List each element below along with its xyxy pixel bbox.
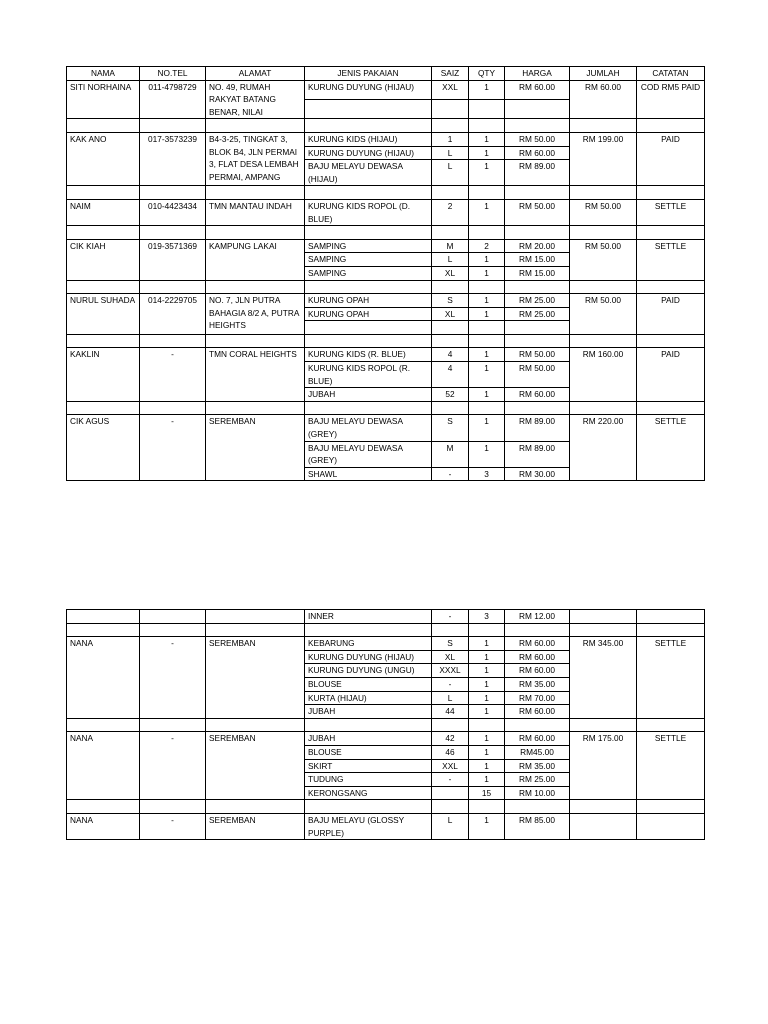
jenis-pakaian-cell: KURUNG DUYUNG (HIJAU) <box>305 80 432 99</box>
harga-cell: RM 60.00 <box>505 388 570 402</box>
catatan-cell <box>637 610 705 624</box>
table-row <box>67 239 705 253</box>
saiz-cell: 2 <box>432 199 469 225</box>
empty-cell <box>505 226 570 240</box>
table-row <box>67 415 705 441</box>
qty-cell: 1 <box>469 307 505 321</box>
tel-cell: 014-2229705 <box>140 294 206 335</box>
catatan-cell: SETTLE <box>637 415 705 481</box>
qty-cell: 1 <box>469 705 505 719</box>
empty-cell <box>637 280 705 294</box>
empty-cell <box>305 334 432 348</box>
empty-cell <box>140 280 206 294</box>
empty-cell <box>305 401 432 415</box>
jenis-pakaian-cell: INNER <box>305 610 432 624</box>
empty-cell <box>469 623 505 637</box>
harga-cell: RM 89.00 <box>505 160 570 186</box>
nama-cell: KAKLIN <box>67 348 140 401</box>
empty-cell <box>637 119 705 133</box>
empty-cell <box>505 718 570 732</box>
catatan-cell: PAID <box>637 294 705 335</box>
qty-cell: 1 <box>469 650 505 664</box>
tel-cell <box>140 610 206 624</box>
empty-cell <box>505 623 570 637</box>
qty-cell: 1 <box>469 677 505 691</box>
empty-cell <box>305 718 432 732</box>
harga-cell: RM 20.00 <box>505 239 570 253</box>
column-header: QTY <box>469 67 505 81</box>
saiz-cell: 52 <box>432 388 469 402</box>
catatan-cell: PAID <box>637 348 705 401</box>
saiz-cell: S <box>432 415 469 441</box>
alamat-cell: KAMPUNG LAKAI <box>206 239 305 280</box>
tel-cell: 019-3571369 <box>140 239 206 280</box>
saiz-cell: 4 <box>432 348 469 362</box>
spacer-row <box>67 226 705 240</box>
qty-cell: 1 <box>469 759 505 773</box>
saiz-cell <box>432 321 469 335</box>
jenis-pakaian-cell: BLOUSE <box>305 745 432 759</box>
nama-cell: NAIM <box>67 199 140 225</box>
jenis-pakaian-cell <box>305 99 432 118</box>
empty-cell <box>140 623 206 637</box>
saiz-cell: - <box>432 773 469 787</box>
alamat-cell: SEREMBAN <box>206 813 305 839</box>
spacer-row <box>67 623 705 637</box>
qty-cell: 1 <box>469 294 505 308</box>
empty-cell <box>570 800 637 814</box>
empty-cell <box>637 401 705 415</box>
qty-cell: 1 <box>469 266 505 280</box>
empty-cell <box>505 280 570 294</box>
qty-cell: 1 <box>469 441 505 467</box>
jenis-pakaian-cell: BAJU MELAYU DEWASA (HIJAU) <box>305 160 432 186</box>
nama-cell: NANA <box>67 813 140 839</box>
jenis-pakaian-cell <box>305 321 432 335</box>
empty-cell <box>305 226 432 240</box>
empty-cell <box>570 334 637 348</box>
harga-cell: RM 35.00 <box>505 677 570 691</box>
alamat-cell: TMN MANTAU INDAH <box>206 199 305 225</box>
empty-cell <box>305 623 432 637</box>
saiz-cell: S <box>432 294 469 308</box>
nama-cell: CIK AGUS <box>67 415 140 481</box>
empty-cell <box>505 186 570 200</box>
empty-cell <box>67 226 140 240</box>
harga-cell: RM 60.00 <box>505 732 570 746</box>
saiz-cell: M <box>432 441 469 467</box>
catatan-cell: PAID <box>637 132 705 185</box>
empty-cell <box>432 186 469 200</box>
jenis-pakaian-cell: KURUNG KIDS (R. BLUE) <box>305 348 432 362</box>
tel-cell: 017-3573239 <box>140 132 206 185</box>
table-row <box>67 80 705 99</box>
harga-cell: RM 25.00 <box>505 307 570 321</box>
harga-cell: RM 30.00 <box>505 467 570 481</box>
harga-cell: RM 15.00 <box>505 253 570 267</box>
jenis-pakaian-cell: JUBAH <box>305 705 432 719</box>
tel-cell: - <box>140 637 206 719</box>
empty-cell <box>469 226 505 240</box>
empty-cell <box>206 800 305 814</box>
jenis-pakaian-cell: KURUNG DUYUNG (HIJAU) <box>305 650 432 664</box>
qty-cell: 2 <box>469 239 505 253</box>
qty-cell: 1 <box>469 253 505 267</box>
saiz-cell: S <box>432 637 469 651</box>
jumlah-cell: RM 220.00 <box>570 415 637 481</box>
harga-cell: RM 25.00 <box>505 294 570 308</box>
qty-cell: 1 <box>469 664 505 678</box>
harga-cell: RM 35.00 <box>505 759 570 773</box>
qty-cell: 3 <box>469 467 505 481</box>
empty-cell <box>505 401 570 415</box>
empty-cell <box>206 718 305 732</box>
harga-cell: RM 60.00 <box>505 146 570 160</box>
nama-cell <box>67 610 140 624</box>
empty-cell <box>140 186 206 200</box>
empty-cell <box>305 280 432 294</box>
empty-cell <box>637 226 705 240</box>
spacer-row <box>67 334 705 348</box>
empty-cell <box>469 280 505 294</box>
jenis-pakaian-cell: KEBARUNG <box>305 637 432 651</box>
empty-cell <box>140 226 206 240</box>
tel-cell: 011-4798729 <box>140 80 206 119</box>
empty-cell <box>469 718 505 732</box>
empty-cell <box>469 401 505 415</box>
empty-cell <box>67 623 140 637</box>
empty-cell <box>432 718 469 732</box>
spacer-row <box>67 119 705 133</box>
harga-cell: RM 60.00 <box>505 80 570 99</box>
empty-cell <box>570 119 637 133</box>
spacer-row <box>67 718 705 732</box>
table-row <box>67 348 705 362</box>
empty-cell <box>305 186 432 200</box>
harga-cell <box>505 99 570 118</box>
empty-cell <box>67 186 140 200</box>
empty-cell <box>432 119 469 133</box>
alamat-cell: SEREMBAN <box>206 415 305 481</box>
saiz-cell: XXXL <box>432 664 469 678</box>
saiz-cell: 4 <box>432 362 469 388</box>
qty-cell: 1 <box>469 362 505 388</box>
column-header: CATATAN <box>637 67 705 81</box>
saiz-cell: 46 <box>432 745 469 759</box>
qty-cell: 1 <box>469 773 505 787</box>
qty-cell: 1 <box>469 415 505 441</box>
jumlah-cell <box>570 610 637 624</box>
empty-cell <box>570 718 637 732</box>
empty-cell <box>140 401 206 415</box>
empty-cell <box>206 280 305 294</box>
qty-cell: 1 <box>469 199 505 225</box>
jenis-pakaian-cell: KURUNG OPAH <box>305 294 432 308</box>
empty-cell <box>67 718 140 732</box>
jumlah-cell: RM 175.00 <box>570 732 637 800</box>
jenis-pakaian-cell: SHAWL <box>305 467 432 481</box>
empty-cell <box>140 800 206 814</box>
harga-cell: RM 60.00 <box>505 650 570 664</box>
empty-cell <box>432 334 469 348</box>
qty-cell: 1 <box>469 691 505 705</box>
jenis-pakaian-cell: JUBAH <box>305 732 432 746</box>
empty-cell <box>637 800 705 814</box>
nama-cell: CIK KIAH <box>67 239 140 280</box>
column-header: JUMLAH <box>570 67 637 81</box>
jumlah-cell: RM 345.00 <box>570 637 637 719</box>
jenis-pakaian-cell: SAMPING <box>305 253 432 267</box>
tel-cell: - <box>140 415 206 481</box>
harga-cell: RM 10.00 <box>505 786 570 800</box>
table-row <box>67 199 705 225</box>
saiz-cell: XL <box>432 650 469 664</box>
jenis-pakaian-cell: KURUNG KIDS (HIJAU) <box>305 132 432 146</box>
saiz-cell: XXL <box>432 80 469 99</box>
nama-cell: NANA <box>67 732 140 800</box>
empty-cell <box>206 119 305 133</box>
harga-cell <box>505 321 570 335</box>
harga-cell: RM 50.00 <box>505 362 570 388</box>
saiz-cell: - <box>432 677 469 691</box>
empty-cell <box>505 119 570 133</box>
nama-cell: NANA <box>67 637 140 719</box>
saiz-cell: M <box>432 239 469 253</box>
empty-cell <box>206 186 305 200</box>
empty-cell <box>305 800 432 814</box>
saiz-cell <box>432 99 469 118</box>
empty-cell <box>469 334 505 348</box>
empty-cell <box>570 401 637 415</box>
nama-cell: NURUL SUHADA <box>67 294 140 335</box>
table-row <box>67 637 705 651</box>
empty-cell <box>67 334 140 348</box>
catatan-cell: SETTLE <box>637 637 705 719</box>
column-header: NAMA <box>67 67 140 81</box>
harga-cell: RM 60.00 <box>505 664 570 678</box>
empty-cell <box>67 401 140 415</box>
catatan-cell: SETTLE <box>637 199 705 225</box>
harga-cell: RM 60.00 <box>505 705 570 719</box>
saiz-cell: 42 <box>432 732 469 746</box>
column-header: ALAMAT <box>206 67 305 81</box>
jenis-pakaian-cell: BAJU MELAYU DEWASA (GREY) <box>305 415 432 441</box>
jumlah-cell: RM 60.00 <box>570 80 637 119</box>
qty-cell: 1 <box>469 348 505 362</box>
qty-cell: 1 <box>469 388 505 402</box>
saiz-cell: L <box>432 146 469 160</box>
column-header: SAIZ <box>432 67 469 81</box>
saiz-cell <box>432 786 469 800</box>
empty-cell <box>469 119 505 133</box>
catatan-cell: COD RM5 PAID <box>637 80 705 119</box>
saiz-cell: XL <box>432 307 469 321</box>
empty-cell <box>432 800 469 814</box>
alamat-cell: NO. 7, JLN PUTRA BAHAGIA 8/2 A, PUTRA HEIGHTS <box>206 294 305 335</box>
spacer-row <box>67 280 705 294</box>
saiz-cell: L <box>432 813 469 839</box>
jumlah-cell: RM 50.00 <box>570 199 637 225</box>
jenis-pakaian-cell: KURUNG KIDS ROPOL (R. BLUE) <box>305 362 432 388</box>
empty-cell <box>570 280 637 294</box>
jenis-pakaian-cell: KURUNG DUYUNG (HIJAU) <box>305 146 432 160</box>
saiz-cell: L <box>432 691 469 705</box>
jenis-pakaian-cell: KURUNG KIDS ROPOL (D. BLUE) <box>305 199 432 225</box>
tel-cell: - <box>140 348 206 401</box>
empty-cell <box>637 623 705 637</box>
harga-cell: RM 12.00 <box>505 610 570 624</box>
alamat-cell: NO. 49, RUMAH RAKYAT BATANG BENAR, NILAI <box>206 80 305 119</box>
qty-cell <box>469 99 505 118</box>
empty-cell <box>469 800 505 814</box>
empty-cell <box>505 800 570 814</box>
table-row <box>67 813 705 839</box>
table-row <box>67 610 705 624</box>
empty-cell <box>570 226 637 240</box>
jumlah-cell: RM 50.00 <box>570 294 637 335</box>
saiz-cell: XL <box>432 266 469 280</box>
qty-cell: 1 <box>469 80 505 99</box>
jenis-pakaian-cell: KURUNG OPAH <box>305 307 432 321</box>
jenis-pakaian-cell: SKIRT <box>305 759 432 773</box>
harga-cell: RM 15.00 <box>505 266 570 280</box>
column-header: JENIS PAKAIAN <box>305 67 432 81</box>
empty-cell <box>206 334 305 348</box>
saiz-cell: XXL <box>432 759 469 773</box>
tel-cell: - <box>140 732 206 800</box>
jenis-pakaian-cell: BAJU MELAYU DEWASA (GREY) <box>305 441 432 467</box>
jenis-pakaian-cell: BAJU MELAYU (GLOSSY PURPLE) <box>305 813 432 839</box>
jumlah-cell: RM 160.00 <box>570 348 637 401</box>
harga-cell: RM 89.00 <box>505 415 570 441</box>
empty-cell <box>67 280 140 294</box>
table-row <box>67 294 705 308</box>
empty-cell <box>469 186 505 200</box>
alamat-cell <box>206 610 305 624</box>
empty-cell <box>432 623 469 637</box>
harga-cell: RM 50.00 <box>505 199 570 225</box>
empty-cell <box>140 119 206 133</box>
empty-cell <box>206 623 305 637</box>
empty-cell <box>637 718 705 732</box>
jumlah-cell: RM 50.00 <box>570 239 637 280</box>
harga-cell: RM 70.00 <box>505 691 570 705</box>
jenis-pakaian-cell: SAMPING <box>305 266 432 280</box>
table-row <box>67 132 705 146</box>
saiz-cell: 44 <box>432 705 469 719</box>
saiz-cell: - <box>432 610 469 624</box>
harga-cell: RM 89.00 <box>505 441 570 467</box>
empty-cell <box>305 119 432 133</box>
qty-cell: 1 <box>469 146 505 160</box>
harga-cell: RM 25.00 <box>505 773 570 787</box>
jenis-pakaian-cell: BLOUSE <box>305 677 432 691</box>
empty-cell <box>206 401 305 415</box>
alamat-cell: SEREMBAN <box>206 732 305 800</box>
empty-cell <box>140 718 206 732</box>
empty-cell <box>432 280 469 294</box>
header-row <box>67 67 705 81</box>
empty-cell <box>67 119 140 133</box>
jumlah-cell: RM 199.00 <box>570 132 637 185</box>
spacer-row <box>67 800 705 814</box>
catatan-cell: SETTLE <box>637 732 705 800</box>
empty-cell <box>505 334 570 348</box>
spacer-row <box>67 401 705 415</box>
table-row <box>67 732 705 746</box>
jumlah-cell <box>570 813 637 839</box>
harga-cell: RM 85.00 <box>505 813 570 839</box>
empty-cell <box>67 800 140 814</box>
empty-cell <box>637 186 705 200</box>
qty-cell: 1 <box>469 813 505 839</box>
harga-cell: RM 50.00 <box>505 132 570 146</box>
harga-cell: RM 60.00 <box>505 637 570 651</box>
column-header: HARGA <box>505 67 570 81</box>
nama-cell: KAK ANO <box>67 132 140 185</box>
jenis-pakaian-cell: SAMPING <box>305 239 432 253</box>
spacer-row <box>67 186 705 200</box>
empty-cell <box>432 401 469 415</box>
jenis-pakaian-cell: JUBAH <box>305 388 432 402</box>
alamat-cell: TMN CORAL HEIGHTS <box>206 348 305 401</box>
qty-cell: 1 <box>469 160 505 186</box>
empty-cell <box>432 226 469 240</box>
jenis-pakaian-cell: KURUNG DUYUNG (UNGU) <box>305 664 432 678</box>
jenis-pakaian-cell: KURTA (HIJAU) <box>305 691 432 705</box>
catatan-cell: SETTLE <box>637 239 705 280</box>
harga-cell: RM45.00 <box>505 745 570 759</box>
tel-cell: - <box>140 813 206 839</box>
catatan-cell <box>637 813 705 839</box>
empty-cell <box>140 334 206 348</box>
harga-cell: RM 50.00 <box>505 348 570 362</box>
empty-cell <box>570 623 637 637</box>
jenis-pakaian-cell: KERONGSANG <box>305 786 432 800</box>
empty-cell <box>570 186 637 200</box>
qty-cell: 1 <box>469 745 505 759</box>
qty-cell: 1 <box>469 637 505 651</box>
nama-cell: SITI NORHAINA <box>67 80 140 119</box>
alamat-cell: SEREMBAN <box>206 637 305 719</box>
saiz-cell: L <box>432 253 469 267</box>
empty-cell <box>637 334 705 348</box>
tel-cell: 010-4423434 <box>140 199 206 225</box>
qty-cell: 3 <box>469 610 505 624</box>
column-header: NO.TEL <box>140 67 206 81</box>
jenis-pakaian-cell: TUDUNG <box>305 773 432 787</box>
empty-cell <box>206 226 305 240</box>
qty-cell: 1 <box>469 732 505 746</box>
saiz-cell: - <box>432 467 469 481</box>
orders-table-page2 <box>66 609 705 840</box>
saiz-cell: 1 <box>432 132 469 146</box>
alamat-cell: B4-3-25, TINGKAT 3, BLOK B4, JLN PERMAI 3, FLAT DESA LEMBAH PERMAI, AMPANG <box>206 132 305 185</box>
orders-table-page1 <box>66 66 705 481</box>
saiz-cell: L <box>432 160 469 186</box>
qty-cell: 1 <box>469 132 505 146</box>
qty-cell <box>469 321 505 335</box>
qty-cell: 15 <box>469 786 505 800</box>
